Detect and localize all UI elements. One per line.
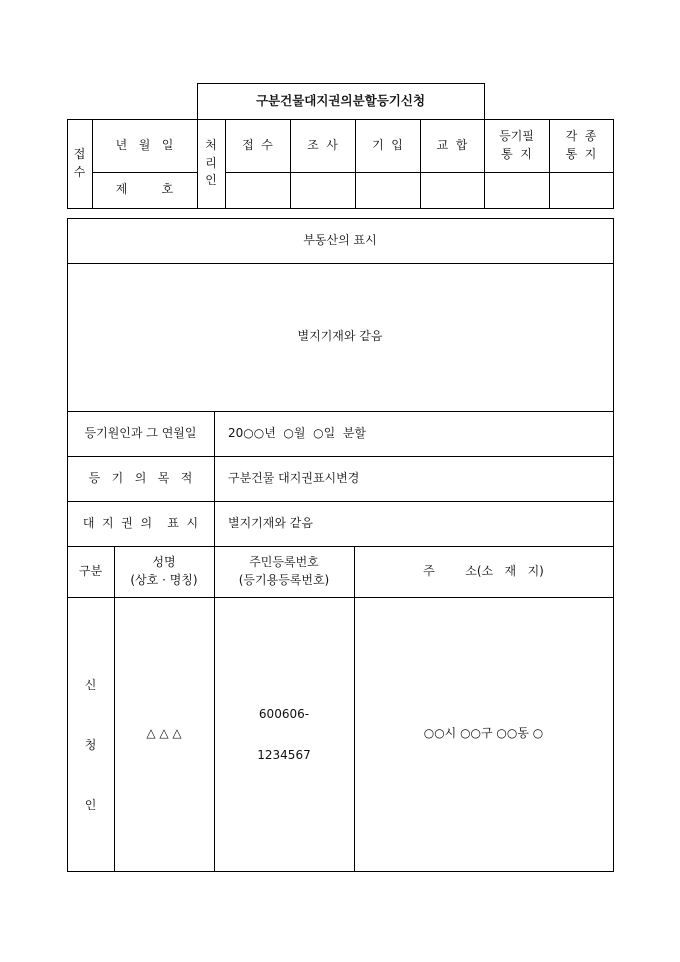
property-content: 별지기재와 같음: [297, 329, 383, 344]
receipt-date-label: 년 월 일: [115, 137, 174, 152]
applicant-address: ○○시 ○○구 ○○동 ○: [423, 726, 544, 741]
receipt-number-label: 제 호: [115, 182, 174, 197]
applicant-role-3: 인: [84, 798, 97, 813]
land-right-value: 별지기재와 같음: [228, 515, 313, 530]
cause-date-label: 등기원인과 그 연월일: [84, 425, 197, 440]
col-entry: 기 입: [372, 137, 403, 152]
id-number-header: 주민등록번호 (등기용등록번호): [238, 555, 330, 587]
address-header: 주 소(소 재 지): [423, 563, 544, 578]
cause-date-value: 20○○년 ○월 ○일 분할: [228, 425, 366, 440]
property-heading: 부동산의 표시: [303, 232, 377, 247]
col-registration-notice: 등기필 통 지: [499, 129, 534, 161]
receipt-label: 접 수: [73, 147, 86, 179]
name-header: 성명 (상호 · 명칭): [130, 555, 198, 587]
col-collation: 교 합: [436, 137, 468, 152]
col-receipt: 접 수: [242, 137, 273, 152]
processor-label: 처 리 인: [205, 138, 217, 188]
applicant-role-2: 청: [84, 738, 97, 753]
document-title: 구분건물대지권의분할등기신청: [255, 92, 426, 108]
applicant-id-line1: 600606-: [258, 707, 310, 722]
purpose-value: 구분건물 대지권표시변경: [228, 470, 360, 485]
col-investigation: 조 사: [307, 137, 338, 152]
applicant-role-1: 신: [84, 678, 97, 693]
division-header: 구분: [78, 563, 103, 578]
applicant-id-line2: 1234567: [257, 748, 311, 763]
purpose-label: 등 기 의 목 적: [88, 470, 193, 485]
col-various-notice: 각 종 통 지: [565, 129, 597, 161]
applicant-name: △ △ △: [146, 726, 182, 741]
land-right-label: 대 지 권 의 표 시: [82, 515, 199, 530]
